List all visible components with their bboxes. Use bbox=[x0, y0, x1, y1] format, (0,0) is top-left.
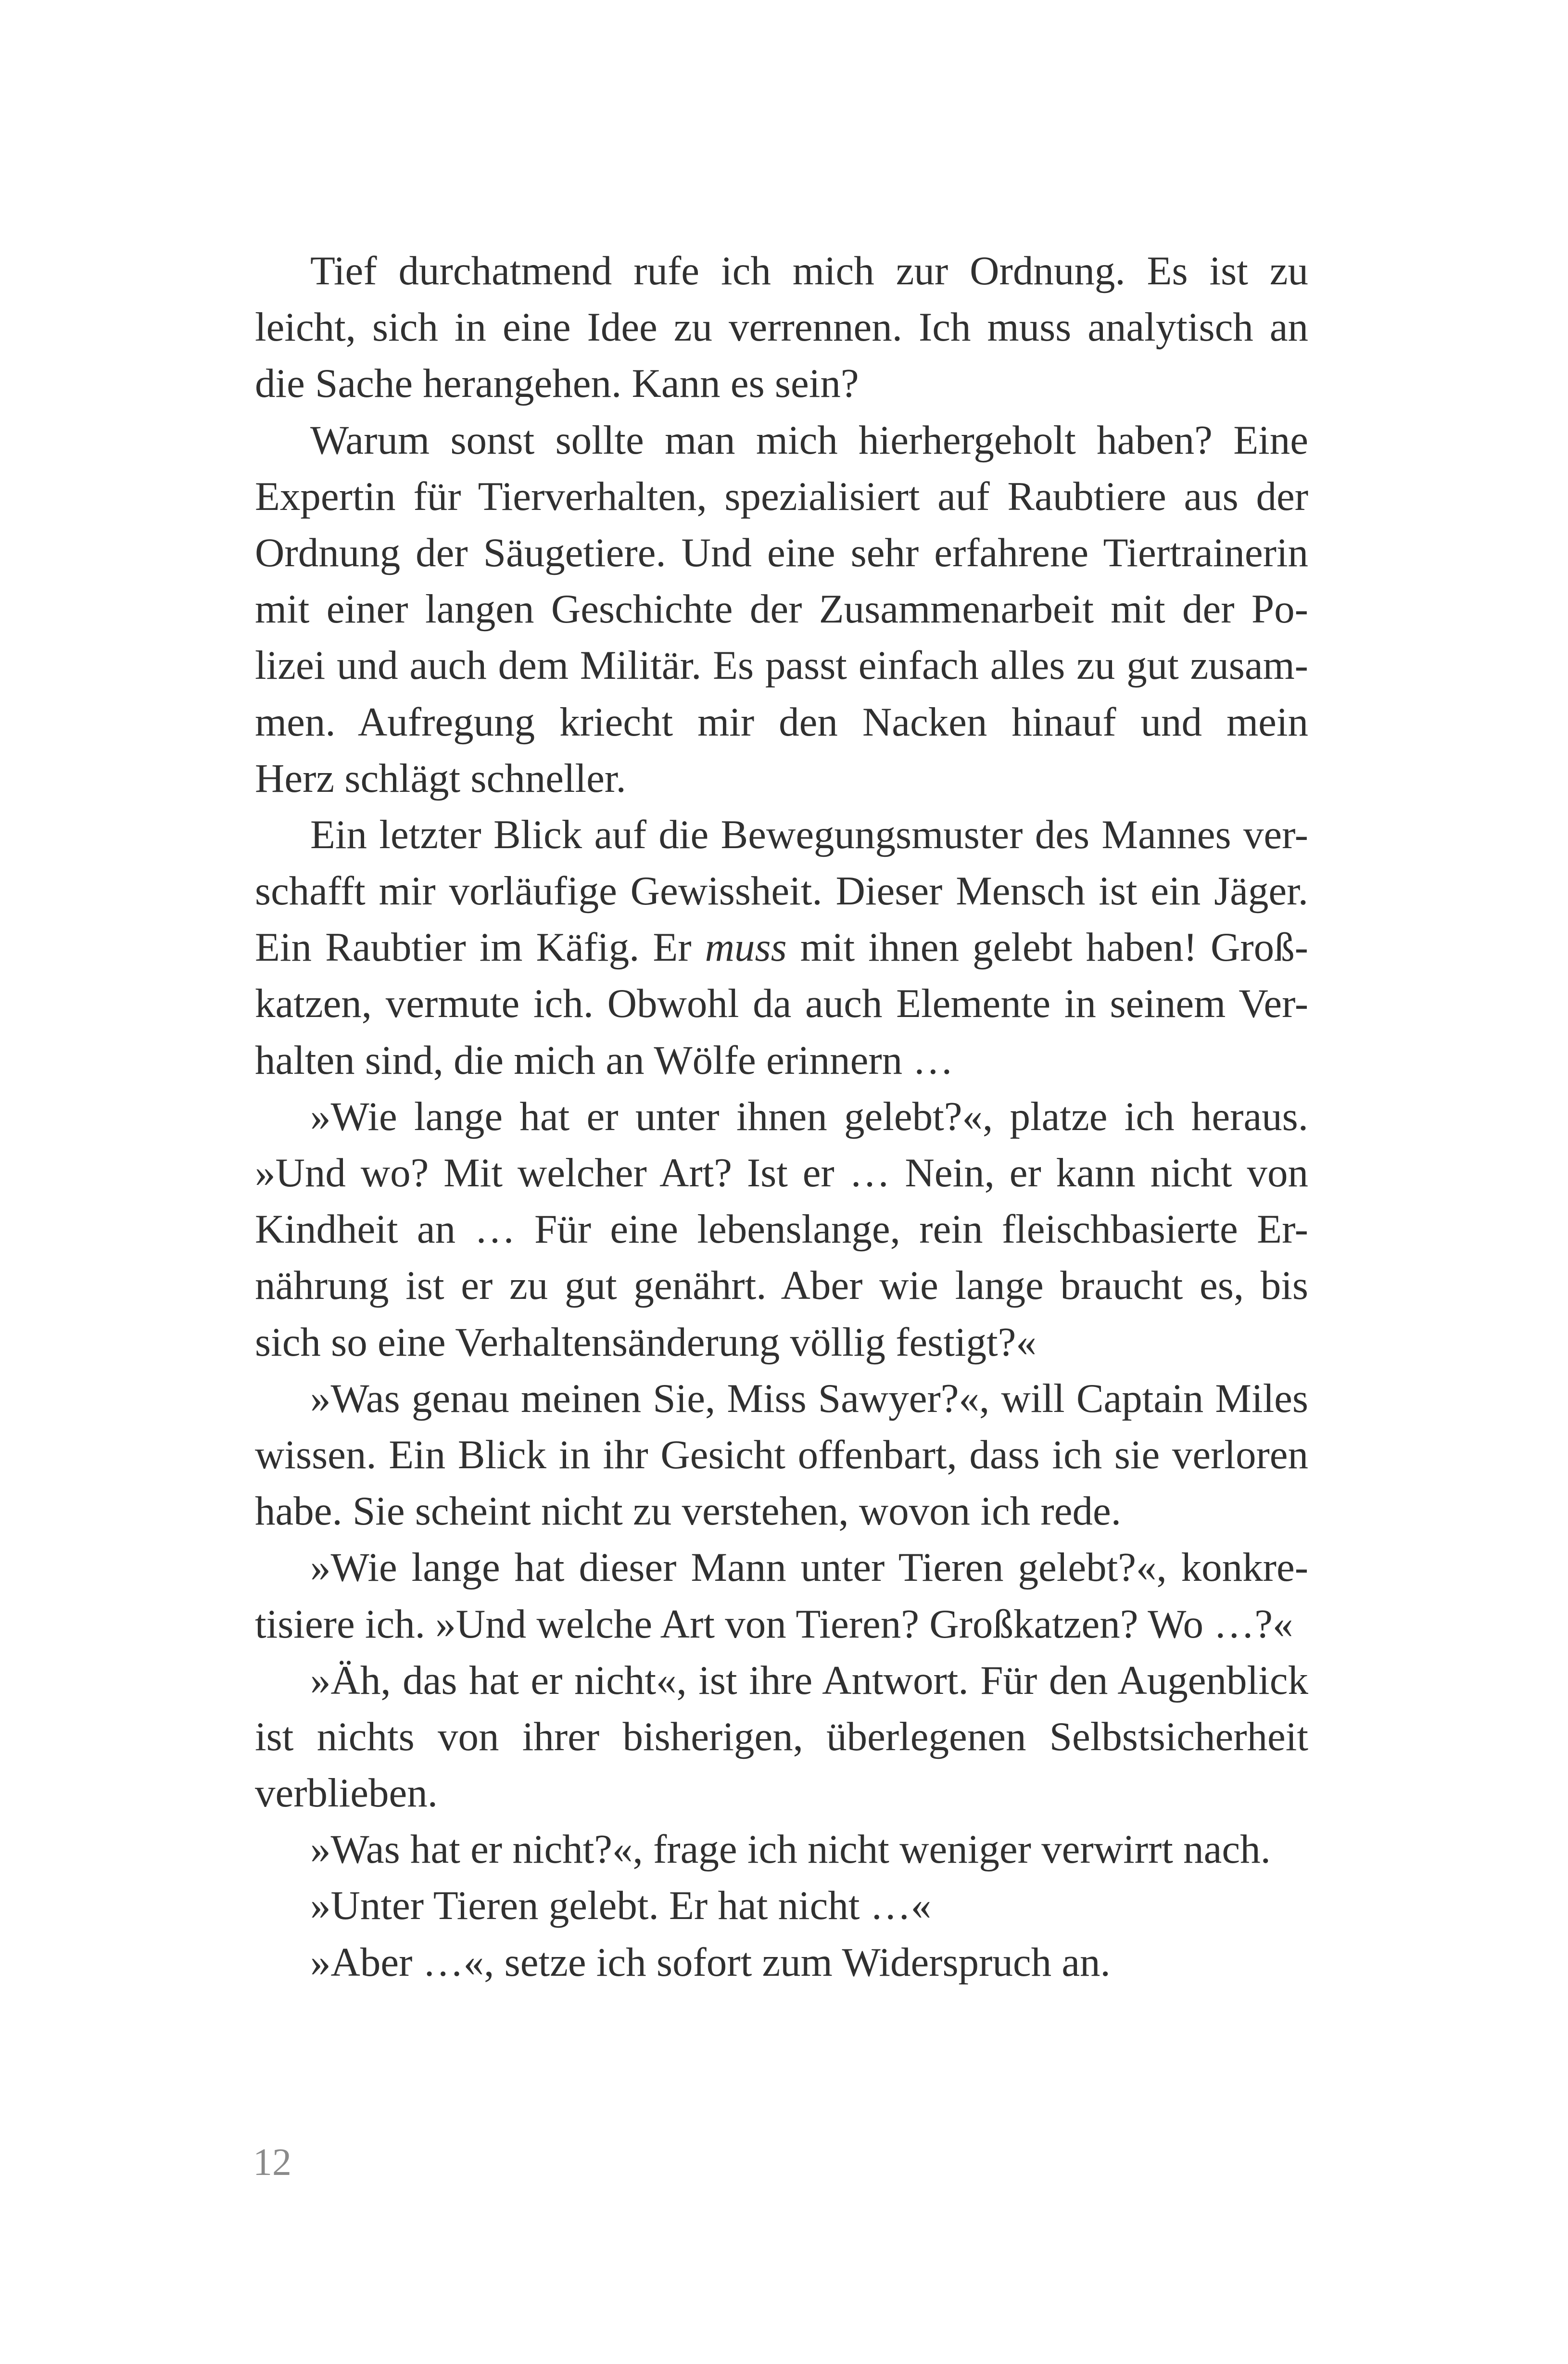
text-line: sich so eine Verhaltensänderung völlig festigt?« bbox=[255, 1319, 1037, 1365]
text-line: »Wie lange hat dieser Mann unter Tieren gelebt?«, konkre- bbox=[310, 1545, 1308, 1590]
text-line: schafft mir vorläufige Gewissheit. Dieser Mensch ist ein Jäger. bbox=[255, 868, 1308, 914]
page-number: 12 bbox=[253, 2141, 291, 2184]
text-line: nährung ist er zu gut genährt. Aber wie lange braucht es, bis bbox=[255, 1263, 1308, 1309]
text-line: »Was genau meinen Sie, Miss Sawyer?«, will Captain Miles bbox=[310, 1375, 1308, 1421]
text-line: ist nichts von ihrer bisherigen, überlegenen Selbstsicherheit bbox=[255, 1714, 1308, 1759]
text-line: halten sind, die mich an Wölfe erinnern … bbox=[255, 1037, 954, 1083]
text-line: Expertin für Tierverhalten, spezialisiert auf Raubtiere aus der bbox=[255, 473, 1308, 519]
text-line: »Und wo? Mit welcher Art? Ist er … Nein, er kann nicht von bbox=[255, 1150, 1308, 1195]
text-line: tisiere ich. »Und welche Art von Tieren? Großkatzen? Wo …?« bbox=[255, 1601, 1293, 1647]
text-line: »Unter Tieren gelebt. Er hat nicht …« bbox=[310, 1883, 932, 1929]
body-text bbox=[255, 243, 1308, 1991]
text-line: lizei und auch dem Militär. Es passt einfach alles zu gut zusam- bbox=[255, 643, 1308, 688]
text-line: Ordnung der Säugetiere. Und eine sehr erfahrene Tiertrainerin bbox=[255, 530, 1308, 575]
text-line: habe. Sie scheint nicht zu verstehen, wovon ich rede. bbox=[255, 1488, 1121, 1534]
text-line: verblieben. bbox=[255, 1770, 438, 1816]
text-line: leicht, sich in eine Idee zu verrennen. Ich muss analytisch an bbox=[255, 305, 1308, 350]
emphasis-word: muss bbox=[705, 925, 787, 970]
text-line: »Was hat er nicht?«, frage ich nicht weniger verwirrt nach. bbox=[310, 1827, 1271, 1872]
text-segment: Ein Raubtier im Käfig. Er bbox=[255, 925, 705, 970]
text-line: mit einer langen Geschichte der Zusammenarbeit mit der Po- bbox=[255, 586, 1308, 632]
text-line: men. Aufregung kriecht mir den Nacken hinauf und mein bbox=[255, 699, 1308, 745]
text-line: Herz schlägt schneller. bbox=[255, 755, 626, 801]
text-line bbox=[255, 919, 1308, 976]
text-line: die Sache herangehen. Kann es sein? bbox=[255, 361, 859, 407]
text-line: »Aber …«, setze ich sofort zum Widerspruch an. bbox=[310, 1939, 1111, 1985]
text-line: Warum sonst sollte man mich hierhergeholt haben? Eine bbox=[310, 417, 1308, 463]
text-line: katzen, vermute ich. Obwohl da auch Elemente in seinem Ver- bbox=[255, 981, 1308, 1027]
text-line: »Äh, das hat er nicht«, ist ihre Antwort. Für den Augenblick bbox=[310, 1657, 1308, 1703]
text-line: wissen. Ein Blick in ihr Gesicht offenbart, dass ich sie verloren bbox=[255, 1432, 1308, 1477]
text-line: Tief durchatmend rufe ich mich zur Ordnung. Es ist zu bbox=[310, 248, 1308, 293]
text-line: »Wie lange hat er unter ihnen gelebt?«, platze ich heraus. bbox=[310, 1093, 1308, 1139]
text-line: Ein letzter Blick auf die Bewegungsmuster des Mannes ver- bbox=[310, 812, 1308, 857]
text-segment: mit ihnen gelebt haben! Groß- bbox=[786, 925, 1308, 970]
text-line: Kindheit an … Für eine lebenslange, rein fleischbasierte Er- bbox=[255, 1207, 1308, 1252]
